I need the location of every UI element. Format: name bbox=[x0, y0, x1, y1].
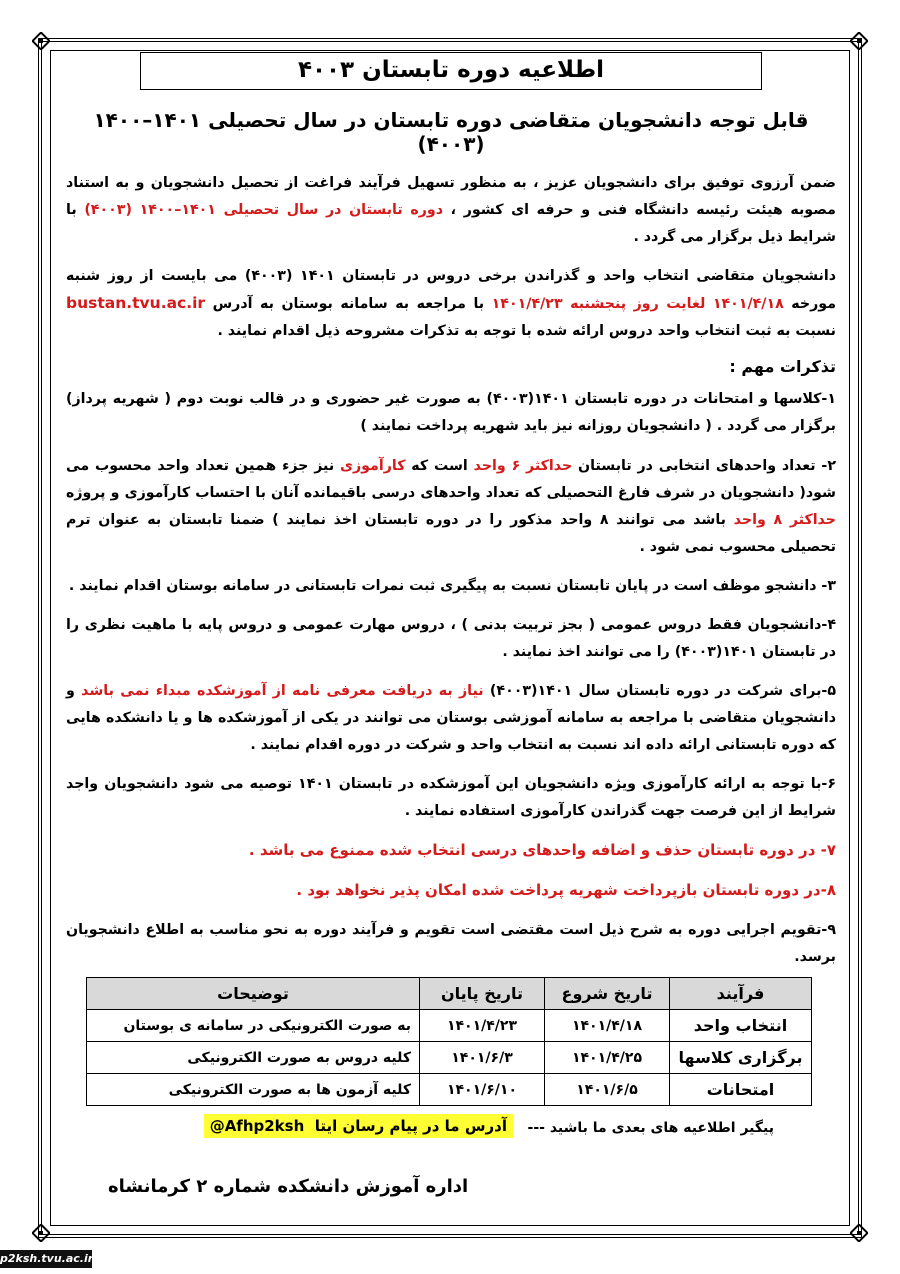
intro-highlight: دوره تابستان در سال تحصیلی ۱۴۰۱–۱۴۰۰ (۴۰۰۳) bbox=[84, 202, 444, 218]
cell-desc: کلیه آزمون ها به صورت الکترونیکی bbox=[87, 1074, 420, 1106]
cell-end: ۱۴۰۱/۴/۲۳ bbox=[420, 1010, 545, 1042]
eitaa-handle[interactable]: @Afhp2ksh bbox=[209, 1117, 305, 1135]
cell-desc: به صورت الکترونیکی در سامانه ی بوستان bbox=[87, 1010, 420, 1042]
note-4: ۴-دانشجویان فقط دروس عمومی ( بجز تربیت بدنی ) ، دروس مهارت عمومی و دروس پایه با ماهیت نظری را در تابستان ۱۴۰۱(۴۰۰۳) را می توانند اخذ نمایند . bbox=[66, 617, 836, 660]
note-5-highlight: نیاز به دریافت معرفی نامه از آموزشکده مبداء نمی باشد bbox=[81, 683, 484, 699]
note-7: ۷- در دوره تابستان حذف و اضافه واحدهای درسی انتخاب شده ممنوع می باشد . bbox=[248, 841, 836, 859]
note-5-text: ۵-برای شرکت در دوره تابستان سال ۱۴۰۱(۴۰۰۳) bbox=[483, 683, 836, 699]
header-start: تاریخ شروع bbox=[545, 978, 670, 1010]
cell-end: ۱۴۰۱/۶/۱۰ bbox=[420, 1074, 545, 1106]
note-2-text: تعداد واحد محسوب می شود( دانشجویان در شرف فارغ التحصیلی که تعداد واحدهای درسی باقیمانده آنان با احتساب کارآموزی و پروژه bbox=[66, 458, 836, 501]
note-5-text-end: و دانشجویان متقاضی با مراجعه به سامانه آموزشی بوستان می توانند در یکی از آموزشکده ها و یا دانشکده هایی که دوره تابستانی ارائه داده اند نسبت به انتخاب واحد و شرکت در دوره اقدام نمایند . bbox=[66, 683, 836, 753]
note-2-text: نیز جزء bbox=[276, 458, 340, 474]
note-2-max-units: حداکثر ۶ واحد bbox=[473, 458, 573, 474]
bustan-link[interactable]: bustan.tvu.ac.ir bbox=[66, 294, 206, 312]
signature: اداره آموزش دانشکده شماره ۲ کرمانشاه bbox=[108, 1176, 469, 1197]
intro-text-end: با شرایط ذیل برگزار می گردد . bbox=[66, 202, 836, 245]
header-process: فرآیند bbox=[670, 978, 812, 1010]
note-2-max-8-units: حداکثر ۸ واحد bbox=[733, 512, 836, 528]
follow-us bbox=[66, 1116, 836, 1150]
table-header-row bbox=[87, 978, 812, 1010]
table-row bbox=[87, 1042, 812, 1074]
cell-start: ۱۴۰۱/۴/۱۸ bbox=[545, 1010, 670, 1042]
cell-process: برگزاری کلاسها bbox=[670, 1042, 812, 1074]
page-subtitle: قابل توجه دانشجویان متقاضی دوره تابستان در سال تحصیلی ۱۴۰۱–۱۴۰۰ (۴۰۰۳) bbox=[93, 108, 809, 156]
announcement-content bbox=[66, 52, 836, 1150]
header-desc: توضیحات bbox=[87, 978, 420, 1010]
cell-start: ۱۴۰۱/۴/۲۵ bbox=[545, 1042, 670, 1074]
eitaa-label: آدرس ما در پیام رسان ایتا bbox=[314, 1117, 507, 1135]
cell-end: ۱۴۰۱/۶/۳ bbox=[420, 1042, 545, 1074]
table-row bbox=[87, 1010, 812, 1042]
header-end: تاریخ پایان bbox=[420, 978, 545, 1010]
cell-process: انتخاب واحد bbox=[670, 1010, 812, 1042]
note-6: ۶-با توجه به ارائه کارآموزی ویژه دانشجویان این آموزشکده در تابستان ۱۴۰۱ توصیه می شود دانشجویان واجد شرایط از این فرصت جهت گذراندن کارآموزی استفاده نمایند . bbox=[66, 776, 836, 819]
note-5 bbox=[66, 678, 836, 759]
note-2 bbox=[66, 452, 836, 561]
note-2-text: ۲- تعداد واحدهای انتخابی در تابستان bbox=[572, 458, 836, 474]
cell-start: ۱۴۰۱/۶/۵ bbox=[545, 1074, 670, 1106]
note-3: ۳- دانشجو موظف است در پایان تابستان نسبت به پیگیری ثبت نمرات تابستانی در سامانه بوستان اقدام نمایند . bbox=[68, 578, 836, 594]
intro-text: ضمن آرزوی توفیق برای دانشجویان عزیز ، به منظور تسهیل فرآیند فراغت از تحصیل دانشجویان و به استناد مصوبه هیئت رئیسه دانشگاه فنی و حرفه ای کشور ، bbox=[66, 175, 836, 218]
follow-text: پیگیر اطلاعیه های بعدی ما باشید --- bbox=[527, 1120, 774, 1136]
note-1: ۱-کلاسها و امتحانات در دوره تابستان ۱۴۰۱(۴۰۰۳) به صورت غیر حضوری و در قالب نوبت دوم ( شهریه پرداز) برگزار می گردد . ( دانشجویان روزانه نیز باید شهریه پرداخت نمایند ) bbox=[66, 391, 836, 434]
note-8: ۸-در دوره تابستان بازپرداخت شهریه پرداخت شده امکان پذیر نخواهد بود . bbox=[296, 881, 836, 899]
note-2-internship: کارآموزی bbox=[339, 458, 406, 474]
registration-text: دانشجویان متقاضی انتخاب واحد و گذراندن برخی دروس در تابستان ۱۴۰۱ (۴۰۰۳) می بایست از روز شنبه مورخه bbox=[66, 268, 836, 312]
table-row bbox=[87, 1074, 812, 1106]
schedule-table bbox=[86, 977, 812, 1106]
registration-paragraph bbox=[66, 263, 836, 345]
corner-ornament-icon bbox=[32, 1224, 50, 1242]
note-9: ۹-تقویم اجرایی دوره به شرح ذیل است مقتضی است تقویم و فرآیند دوره به نحو مناسب به اطلاع دانشجویان برسد. bbox=[66, 922, 836, 965]
corner-ornament-icon bbox=[850, 1224, 868, 1242]
note-2-emphasis: همین bbox=[234, 456, 277, 474]
corner-ornament-icon bbox=[32, 32, 50, 50]
eitaa-highlight[interactable] bbox=[204, 1114, 513, 1138]
cell-process: امتحانات bbox=[670, 1074, 812, 1106]
notes-heading: تذکرات مهم : bbox=[729, 357, 836, 376]
corner-ornament-icon bbox=[850, 32, 868, 50]
site-watermark: p2ksh.tvu.ac.ir bbox=[0, 1250, 92, 1268]
cell-desc: کلیه دروس به صورت الکترونیکی bbox=[87, 1042, 420, 1074]
intro-paragraph bbox=[66, 170, 836, 251]
page-title: اطلاعیه دوره تابستان ۴۰۰۳ bbox=[140, 52, 762, 90]
note-2-text-end: باشد می توانند ۸ واحد مذکور را در دوره تابستان اخذ نمایند ) ضمنا تابستان به عنوان ترم تحصیلی محسوب نمی شود . bbox=[66, 512, 836, 555]
registration-text-mid: با مراجعه به سامانه بوستان به آدرس bbox=[205, 296, 492, 312]
registration-dates: ۱۴۰۱/۴/۱۸ لغایت روز پنجشنبه ۱۴۰۱/۴/۲۳ bbox=[491, 296, 784, 312]
registration-text-end: نسبت به ثبت انتخاب واحد دروس ارائه شده با توجه به تذکرات مشروحه ذیل اقدام نمایند . bbox=[217, 323, 836, 339]
note-2-text: است که bbox=[405, 458, 474, 474]
